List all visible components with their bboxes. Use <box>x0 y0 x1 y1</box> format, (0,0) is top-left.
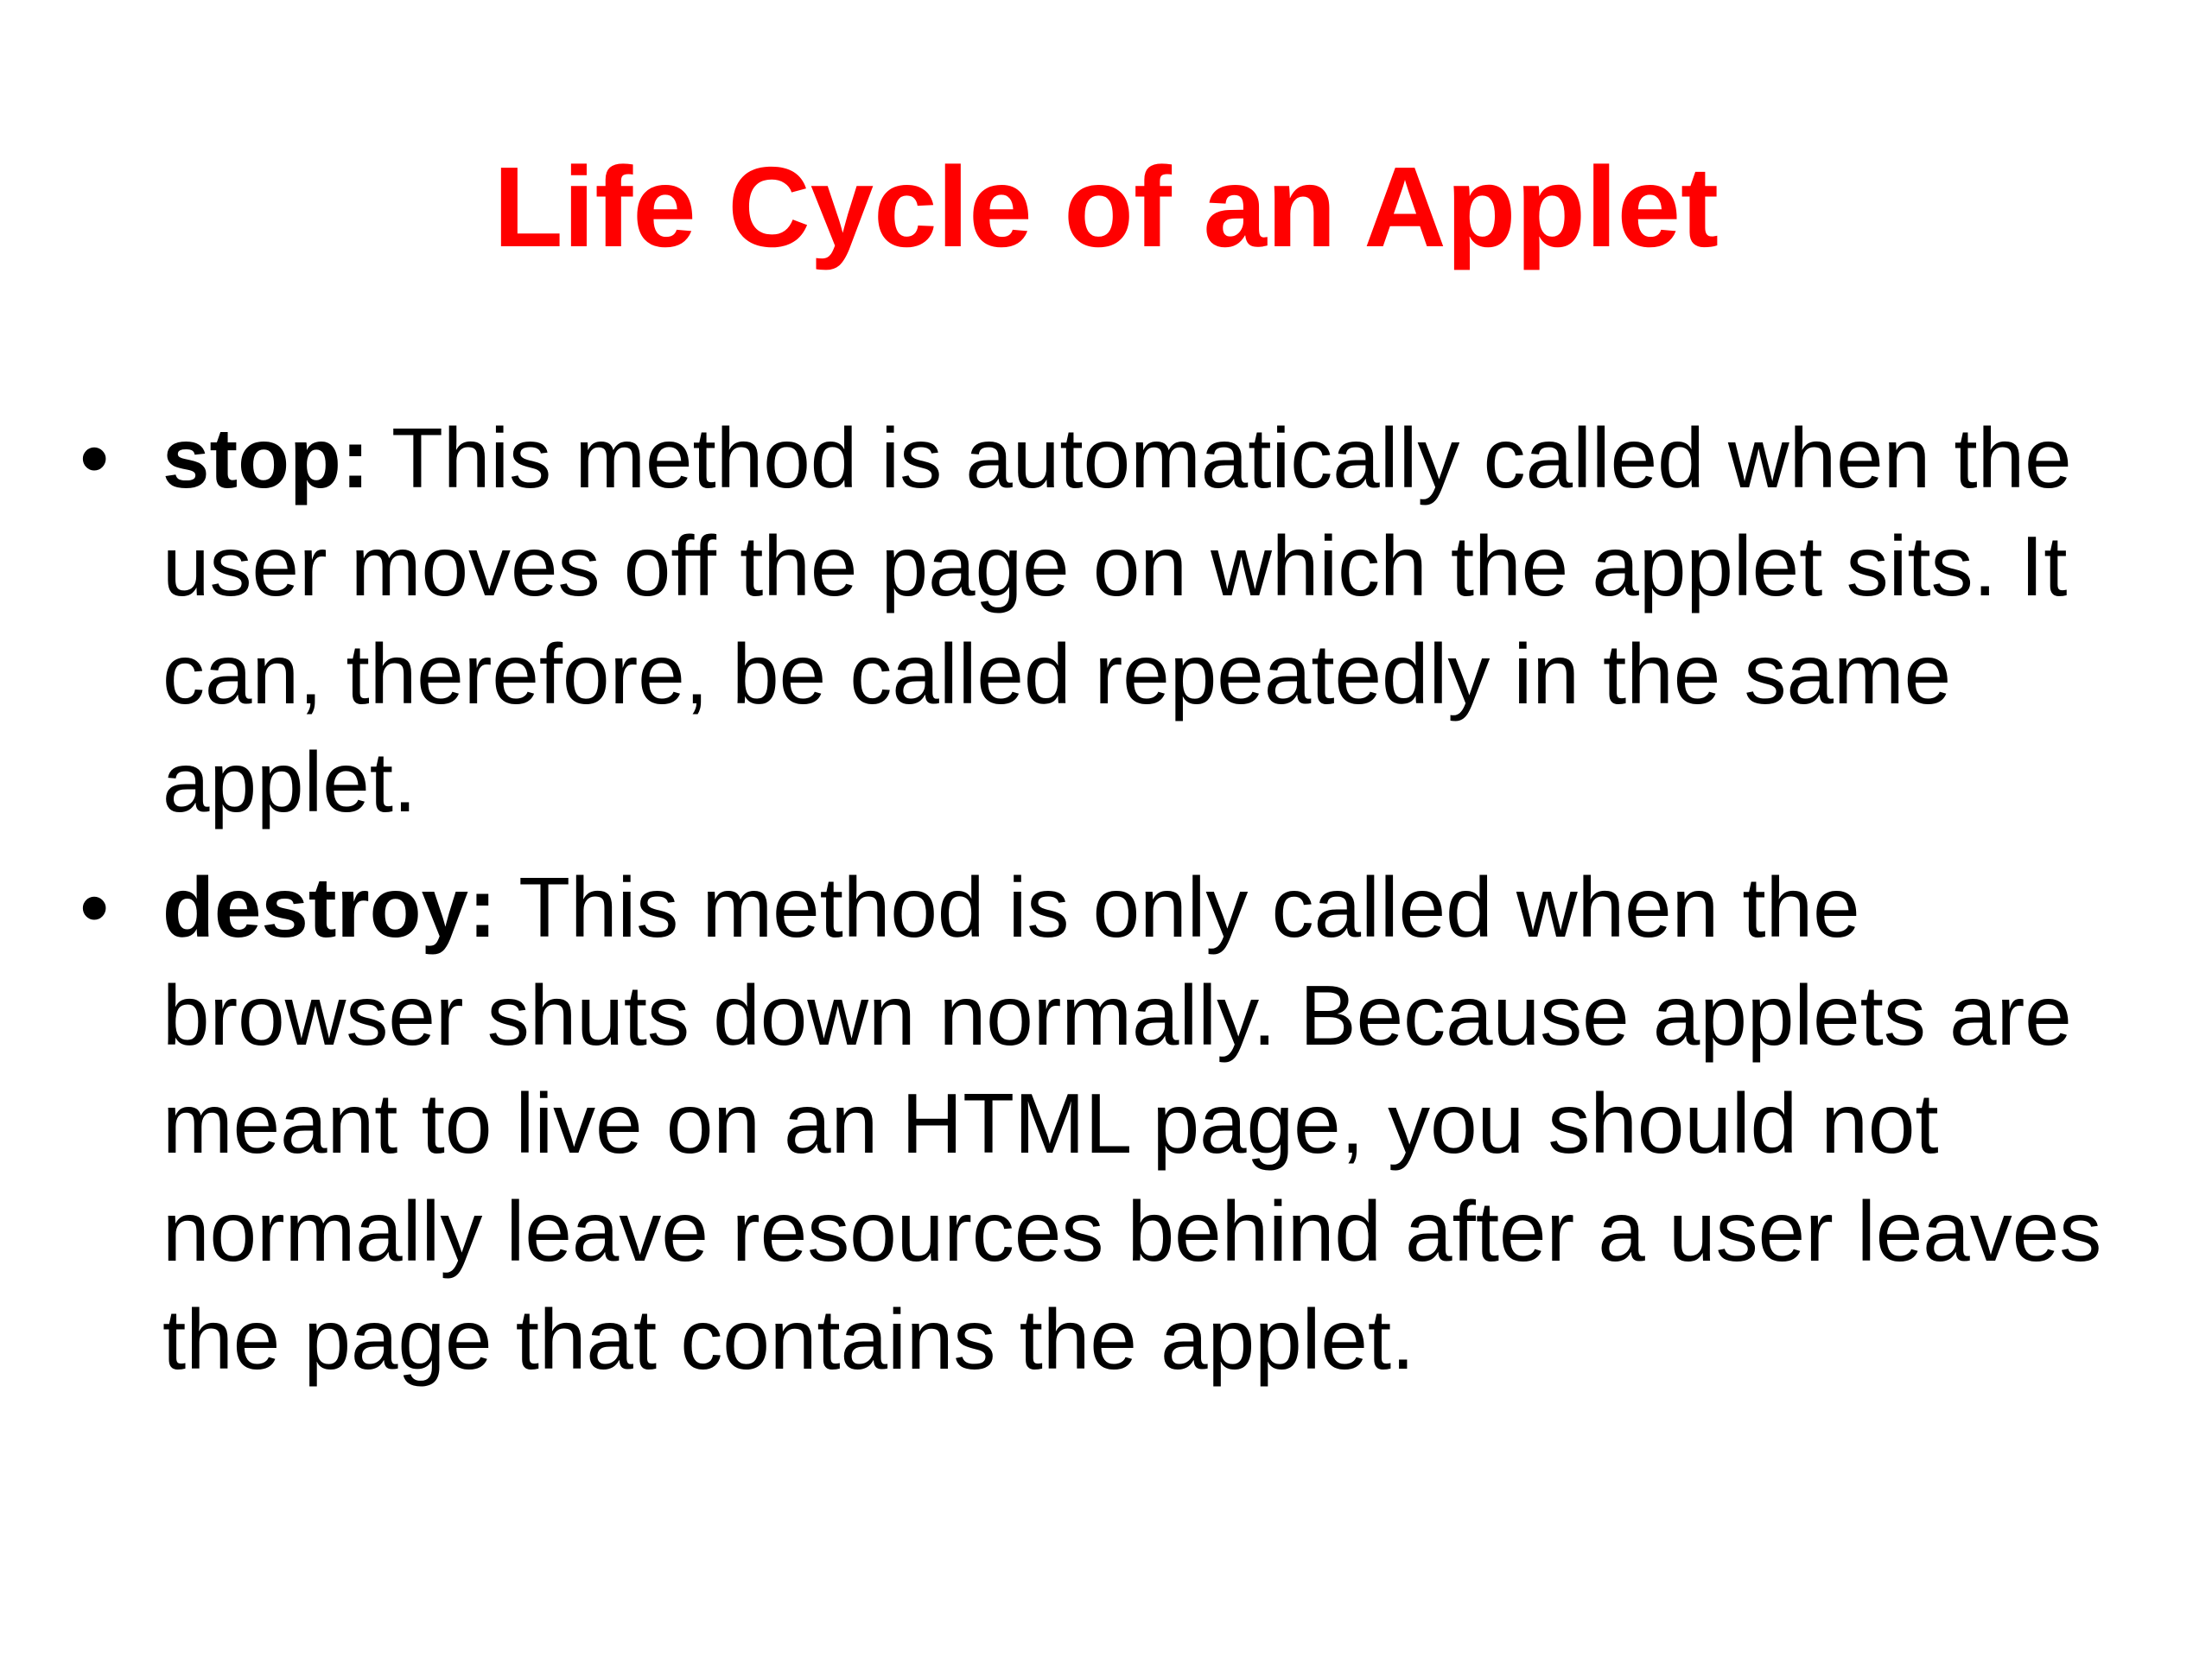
bullet-item-stop <box>76 404 2184 836</box>
bullet-term: stop: <box>162 410 370 505</box>
bullet-text: This method is only called when the browser shuts down normally. Because applets are meant to live on an HTML page, you should not normally leave resources behind after a user leaves the page that contains the applet. <box>162 860 2102 1387</box>
bullet-text: This method is automatically called when the user moves off the page on which the applet sits. It can, therefore, be called repeatedly in the same applet. <box>162 410 2072 830</box>
bullet-dot-icon: • <box>79 410 110 505</box>
bullet-item-destroy <box>76 854 2184 1394</box>
bullet-term: destroy: <box>162 860 497 955</box>
bullet-list <box>76 404 2184 1411</box>
slide-title: Life Cycle of an Applet <box>493 143 1719 270</box>
bullet-dot-icon: • <box>79 860 110 955</box>
